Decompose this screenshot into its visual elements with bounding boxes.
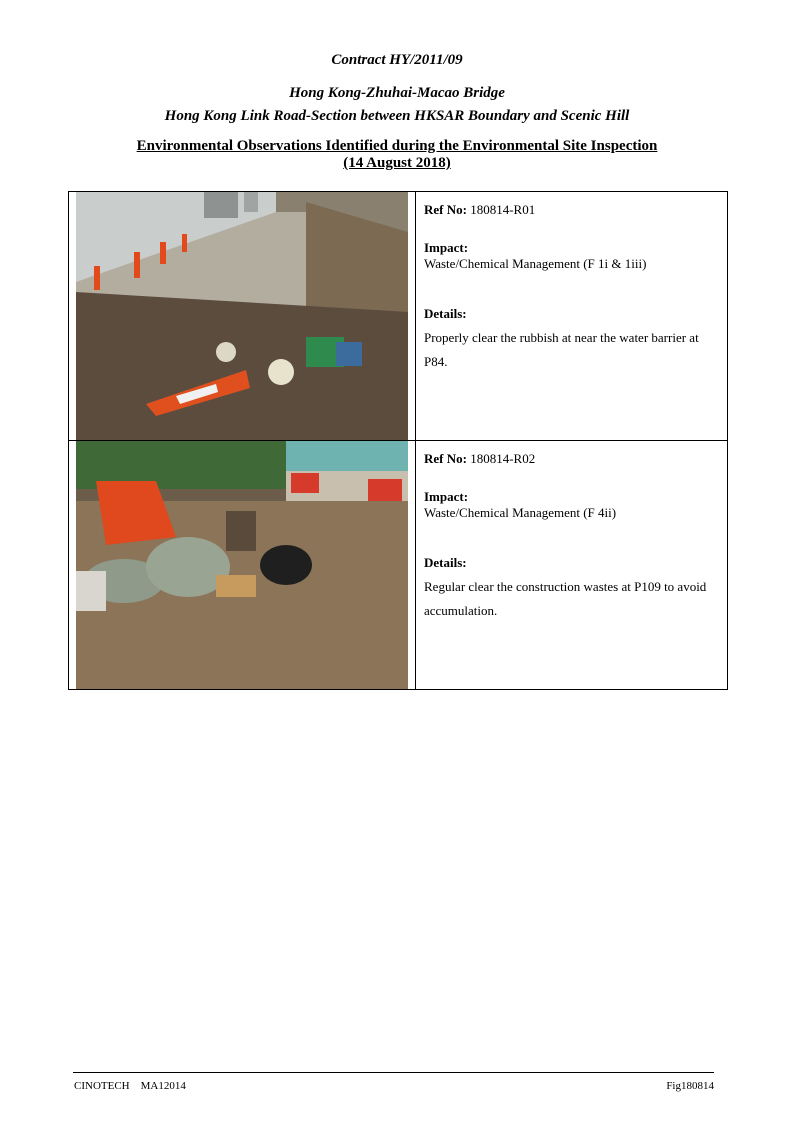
site-photo-2	[76, 441, 408, 689]
ref-line	[424, 202, 719, 218]
details-label: Details:	[424, 306, 467, 321]
table-row	[69, 441, 728, 690]
inspection-date: (14 August 2018)	[343, 155, 451, 171]
footer-company: CINOTECH MA12014	[74, 1080, 186, 1092]
site-photo-1	[76, 192, 408, 440]
ref-label: Ref No:	[424, 202, 467, 217]
details-label: Details:	[424, 555, 467, 570]
impact-label: Impact:	[424, 240, 469, 255]
observation-details-cell	[416, 192, 728, 441]
page-title: Environmental Observations Identified during the Environmental Site Inspection	[136, 138, 658, 154]
footer-figure-number: Fig180814	[666, 1080, 714, 1092]
ref-number: 180814-R02	[470, 451, 536, 466]
observation-details-cell	[416, 441, 728, 690]
impact-value: Waste/Chemical Management (F 1i & 1iii)	[424, 256, 647, 271]
ref-number: 180814-R01	[470, 202, 536, 217]
impact-label: Impact:	[424, 489, 469, 504]
contract-number: Contract HY/2011/09	[331, 52, 463, 68]
observations-table	[68, 191, 728, 690]
ref-label: Ref No:	[424, 451, 467, 466]
table-row	[69, 192, 728, 441]
footer-divider	[73, 1072, 714, 1073]
ref-line	[424, 451, 719, 467]
details-value: Properly clear the rubbish at near the water barrier at P84.	[424, 330, 699, 369]
project-section: Hong Kong Link Road-Section between HKSAR Boundary and Scenic Hill	[164, 108, 630, 124]
details-value: Regular clear the construction wastes at P109 to avoid accumulation.	[424, 579, 707, 618]
photo-cell	[69, 192, 416, 441]
impact-value: Waste/Chemical Management (F 4ii)	[424, 505, 617, 520]
project-name: Hong Kong-Zhuhai-Macao Bridge	[289, 85, 505, 101]
photo-cell	[69, 441, 416, 690]
